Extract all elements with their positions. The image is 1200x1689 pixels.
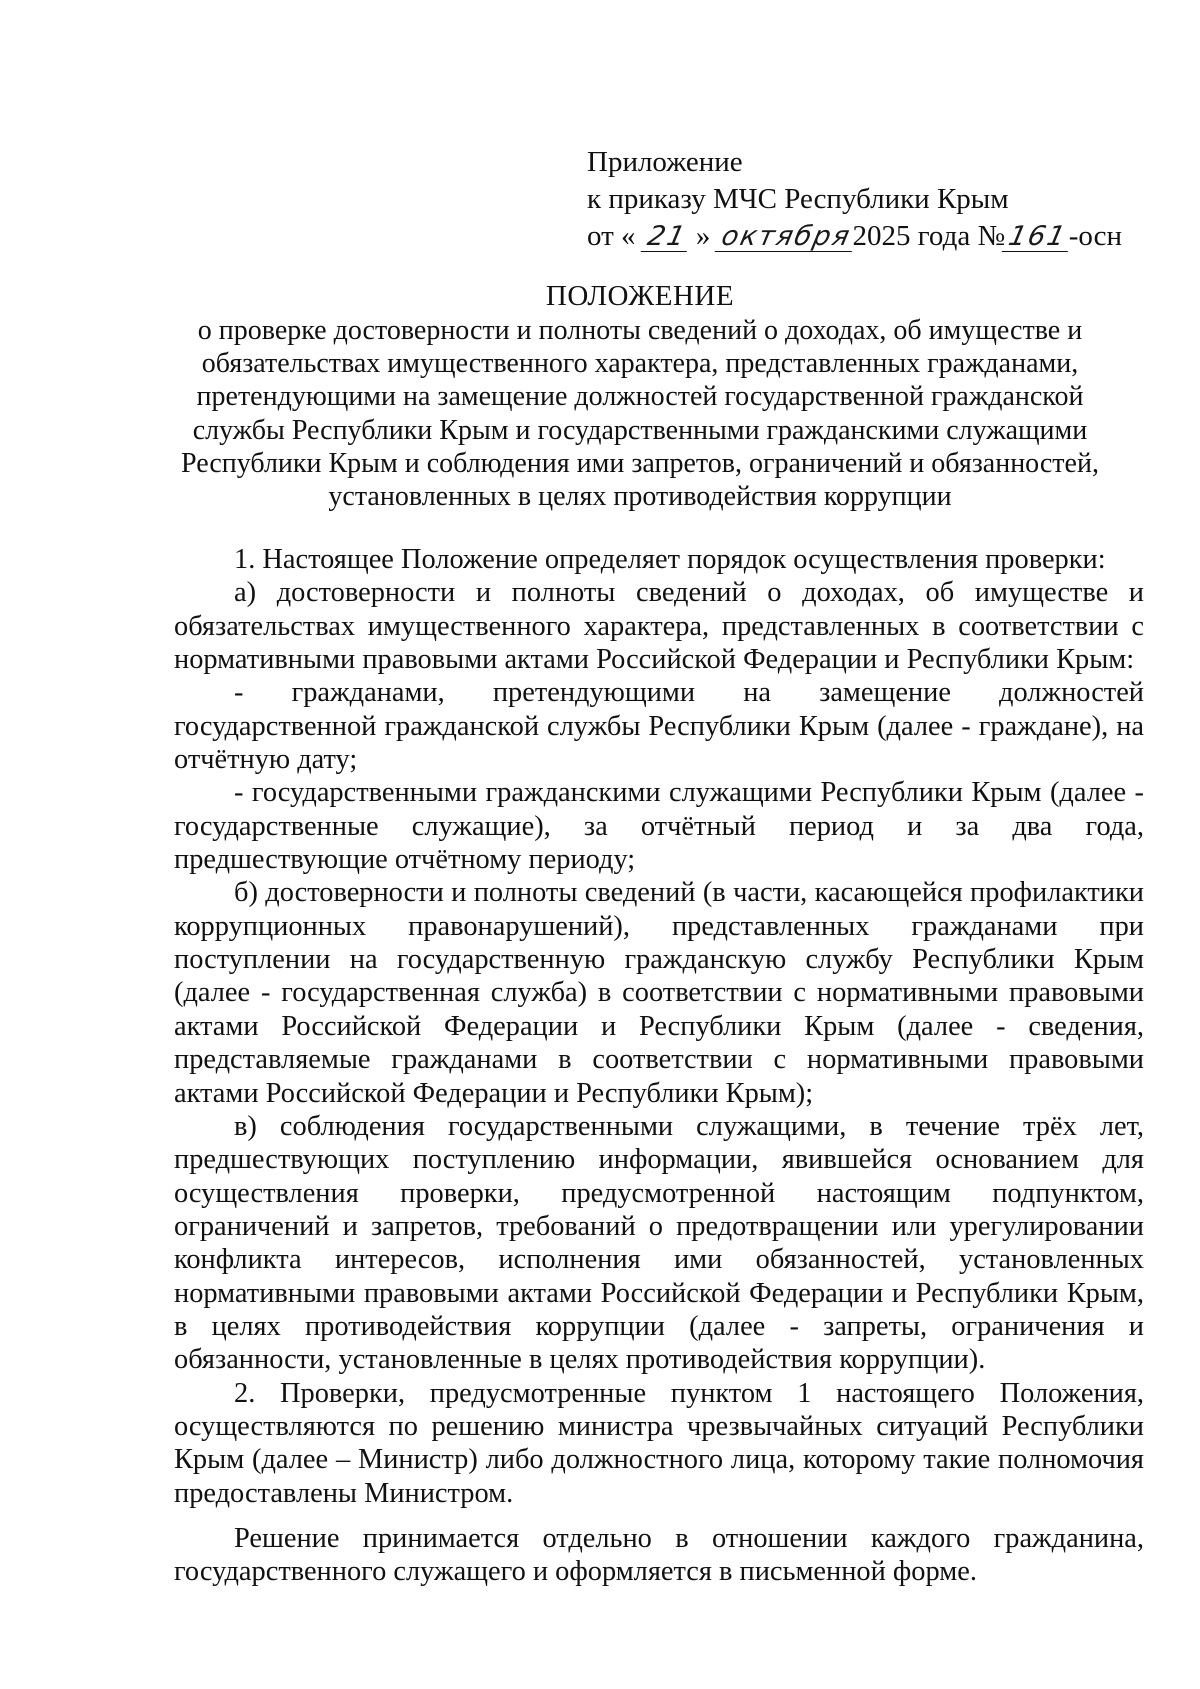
paragraph-1a: а) достоверности и полноты сведений о доходах, об имуществе и обязательствах имущественного характера, представленных в соответствии с нормативными правовыми актами Российской Федерации и Республики Крым: (174, 577, 1144, 676)
appendix-label: Приложение (587, 146, 743, 178)
paragraph-citizens: - гражданами, претендующими на замещение должностей государственной гражданской службы Республики Крым (далее - граждане), на отчётную дату; (174, 677, 1144, 776)
document-title: ПОЛОЖЕНИЕ (545, 280, 735, 312)
date-prefix: от « (587, 220, 636, 252)
order-date-line (587, 218, 1187, 255)
paragraph-decision: Решение принимается отдельно в отношении каждого гражданина, государственного служащего и оформляется в письменной форме. (174, 1522, 1144, 1588)
order-reference: к приказу МЧС Республики Крым (587, 183, 1009, 215)
handwritten-month: октября (718, 218, 855, 255)
paragraph-servants: - государственными гражданскими служащими Республики Крым (далее - государственные служащие), за отчётный период и за два года, предшествующие отчётному периоду; (174, 777, 1144, 876)
paragraph-2: 2. Проверки, предусмотренные пунктом 1 настоящего Положения, осуществляются по решению министра чрезвычайных ситуаций Республики Крым (далее – Министр) либо должностного лица, которому такие полномочия предоставлены Министром. (174, 1377, 1144, 1509)
date-year: 2025 года № (852, 220, 1006, 252)
order-suffix: -осн (1068, 220, 1122, 252)
title-block (160, 278, 1120, 513)
paragraph-1v: в) соблюдения государственными служащими, в течение трёх лет, предшествующих поступлению информации, явившейся основанием для осуществления проверки, предусмотренной настоящим подпунктом, ограничений и запретов, требований о предотвращении или урегулировании конфликта интересов, исполнения ими обязанностей, установленных нормативными правовыми актами Российской Федерации и Республики Крым, в целях противодействия коррупции (далее - запреты, ограничения и обязанности, установленные в целях противодействия коррупции). (174, 1110, 1144, 1376)
date-mid: » (695, 220, 711, 252)
handwritten-day: 21 (644, 218, 690, 255)
appendix-header (587, 144, 1187, 255)
handwritten-order-number: 161 (1005, 218, 1070, 255)
document-subtitle: о проверке достоверности и полноты сведений о доходах, об имуществе и обязательствах имущественного характера, представленных гражданами, претендующими на замещение должностей государственной гражданской службы Республики Крым и государственными гражданскими служащими Республики Крым и соблюдения ими запретов, ограничений и обязанностей, установленных в целях противодействия коррупции (181, 315, 1099, 513)
paragraph-1b: б) достоверности и полноты сведений (в части, касающейся профилактики коррупционных правонарушений), представленных гражданами при поступлении на государственную гражданскую службу Республики Крым (далее - государственная служба) в соответствии с нормативными правовыми актами Российской Федерации и Республики Крым (далее - сведения, представляемые гражданами в соответствии с нормативными правовыми актами Российской Федерации и Республики Крым); (174, 877, 1144, 1109)
paragraph-1: 1. Настоящее Положение определяет порядок осуществления проверки: (234, 544, 1106, 575)
document-body (174, 543, 1144, 1589)
